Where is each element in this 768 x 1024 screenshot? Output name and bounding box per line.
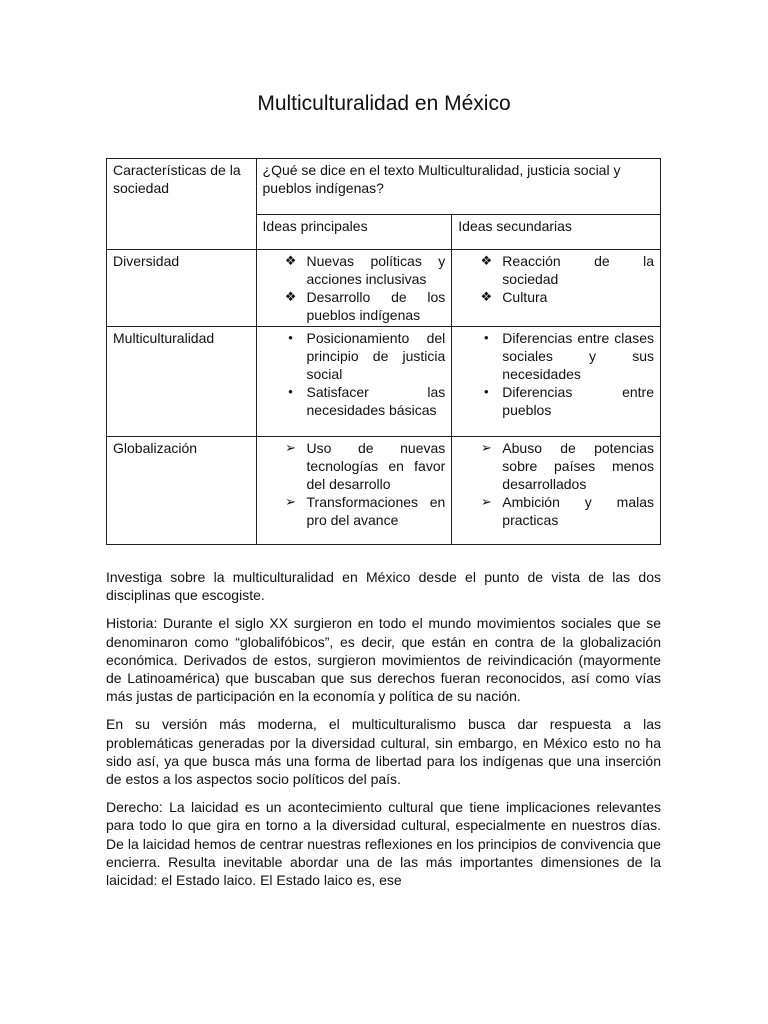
table-row — [107, 250, 661, 327]
list-item: • Satisfacer las necesidades básicas — [263, 383, 446, 419]
history-paragraph: Historia: Durante el siglo XX surgieron en todo el mundo movimientos sociales que se denominaron como “globalifóbicos”, es decir, que están en contra de la globalización económica. Derivados de estos, surgieron movimientos de reivindicación (mayormente de Latinoamérica) que buscaban que sus derechos fueran reconocidos, así como vías más justas de participación en la economía y política de su nación. — [106, 615, 661, 705]
modern-version-paragraph: En su versión más moderna, el multiculturalismo busca dar respuesta a las problemáticas generadas por la diversidad cultural, sin embargo, en México esto no ha sido así, ya que busca más una forma de libertad para los indígenas que una inserción de estos a los aspectos socio políticos del país. — [106, 716, 661, 788]
dot-bullet-icon: • — [288, 384, 293, 399]
header-characteristics: Características de la sociedad — [107, 159, 257, 250]
dot-bullet-icon: • — [288, 330, 293, 345]
body-text — [106, 568, 661, 899]
list-item: ❖ Nuevas políticas y acciones inclusivas — [263, 252, 446, 288]
list-item: • Posicionamiento del principio de justicia social — [263, 329, 446, 383]
dot-bullet-icon: • — [484, 330, 489, 345]
diamond-bullet-icon: ❖ — [284, 289, 297, 304]
characteristics-table — [106, 158, 661, 545]
row-label: Multiculturalidad — [107, 327, 257, 437]
arrow-bullet-icon: ➢ — [285, 440, 296, 455]
row-label: Globalización — [107, 437, 257, 545]
list-item: ➢ Abuso de potencias sobre países menos desarrollados — [458, 439, 654, 493]
secondary-ideas-cell — [452, 250, 661, 327]
secondary-ideas-cell — [452, 437, 661, 545]
subheader-principal: Ideas principales — [256, 215, 452, 250]
list-item: ❖ Reacción de la sociedad — [458, 252, 654, 288]
subheader-secondary: Ideas secundarias — [452, 215, 661, 250]
header-question: ¿Qué se dice en el texto Multiculturalidad, justicia social y pueblos indígenas? — [256, 159, 660, 215]
principal-ideas-cell — [256, 250, 452, 327]
table-row — [107, 437, 661, 545]
principal-ideas-cell — [256, 327, 452, 437]
list-item: • Diferencias entre pueblos — [458, 383, 654, 419]
list-item: • Diferencias entre clases sociales y sus necesidades — [458, 329, 654, 383]
row-label: Diversidad — [107, 250, 257, 327]
list-item: ➢ Ambición y malas practicas — [458, 493, 654, 529]
list-item: ➢ Transformaciones en pro del avance — [263, 493, 446, 529]
page-title: Multiculturalidad en México — [257, 92, 511, 115]
diamond-bullet-icon: ❖ — [480, 253, 493, 268]
arrow-bullet-icon: ➢ — [285, 494, 296, 509]
law-paragraph: Derecho: La laicidad es un acontecimiento cultural que tiene implicaciones relevantes para todo lo que gira en torno a la diversidad cultural, especialmente en nuestros días. De la laicidad hemos de centrar nuestras reflexiones en los principios de convivencia que encierra. Resulta inevitable abordar una de las más importantes dimensiones de la laicidad: el Estado laico. El Estado laico es, ese — [106, 799, 661, 889]
dot-bullet-icon: • — [484, 384, 489, 399]
secondary-ideas-cell — [452, 327, 661, 437]
table-row — [107, 327, 661, 437]
diamond-bullet-icon: ❖ — [284, 253, 297, 268]
diamond-bullet-icon: ❖ — [480, 289, 493, 304]
list-item: ❖ Cultura — [458, 288, 654, 306]
list-item: ➢ Uso de nuevas tecnologías en favor del desarrollo — [263, 439, 446, 493]
intro-paragraph: Investiga sobre la multiculturalidad en México desde el punto de vista de las dos disciplinas que escogiste. — [106, 569, 661, 604]
arrow-bullet-icon: ➢ — [480, 440, 492, 455]
list-item: ❖ Desarrollo de los pueblos indígenas — [263, 288, 446, 324]
arrow-bullet-icon: ➢ — [480, 494, 492, 509]
principal-ideas-cell — [256, 437, 452, 545]
